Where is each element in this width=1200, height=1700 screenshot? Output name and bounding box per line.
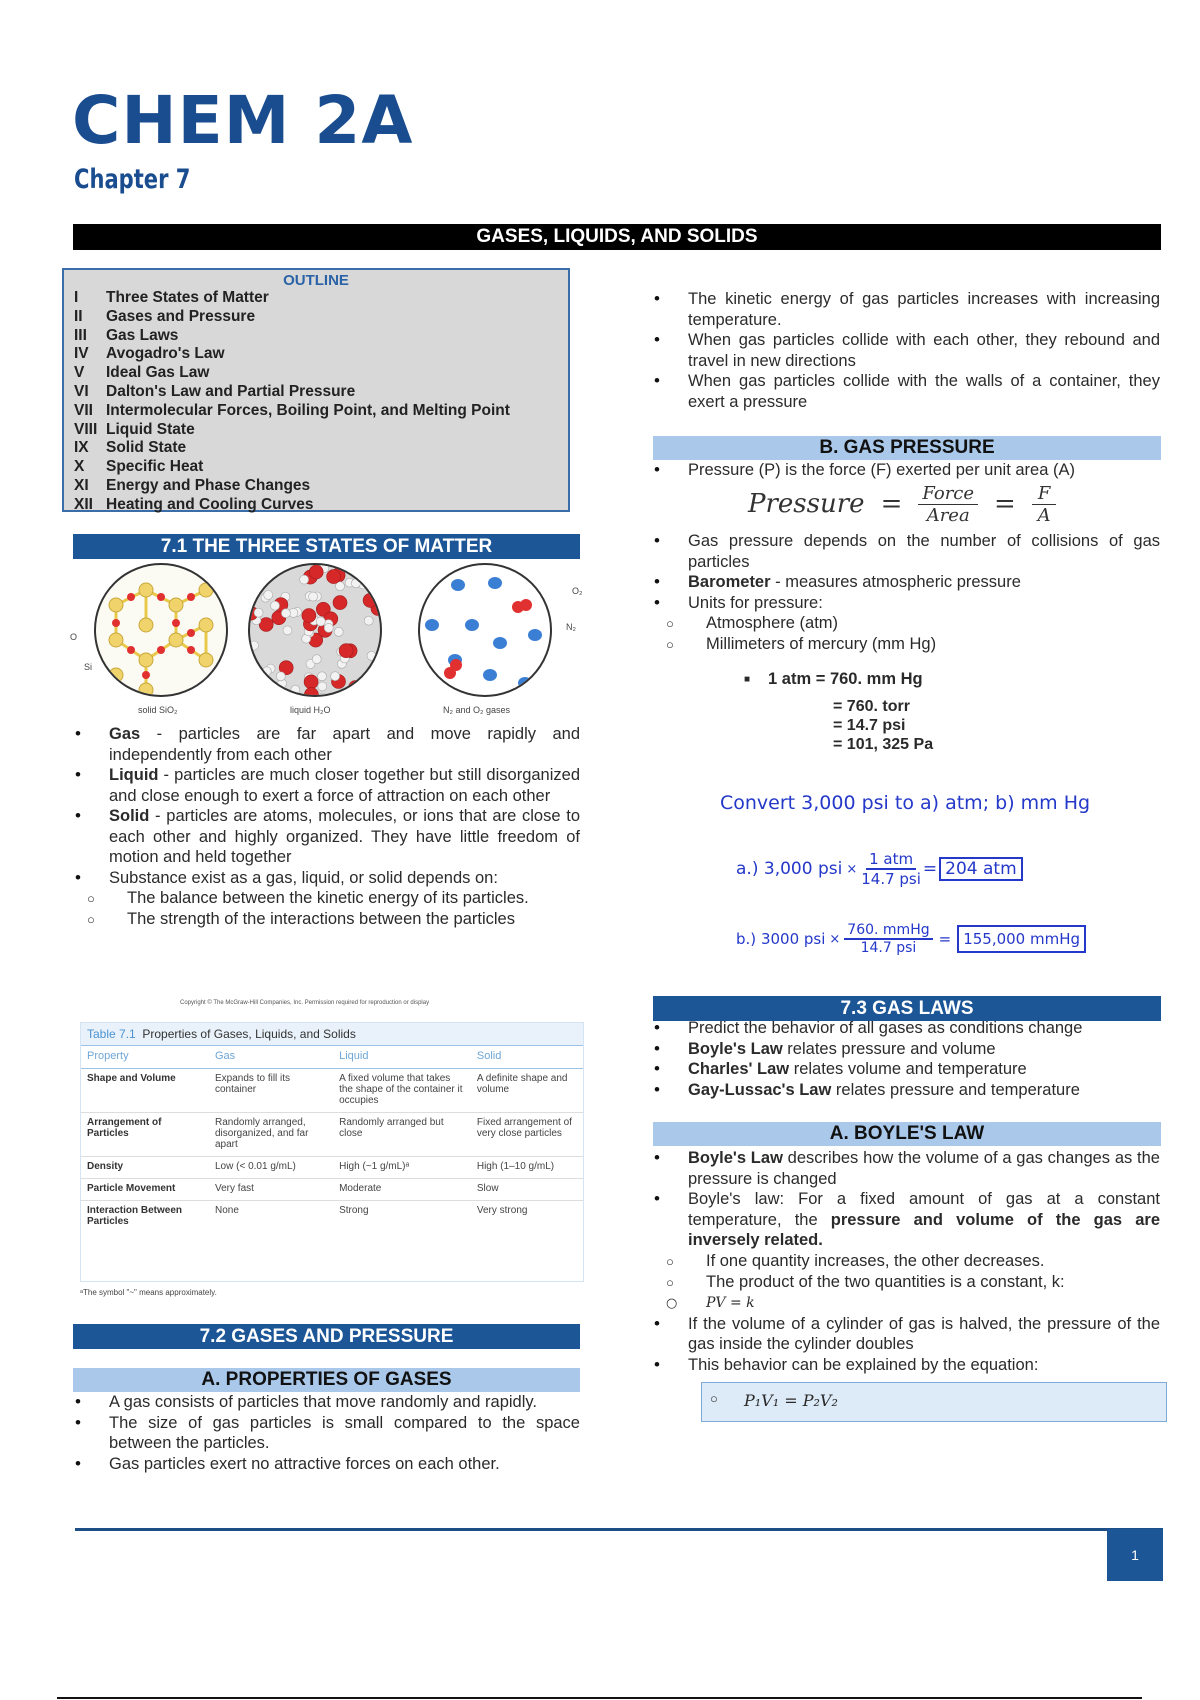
table-cell: Density [81, 1157, 209, 1179]
table-row [81, 1179, 583, 1201]
gas-n2-o2-illustration [418, 563, 552, 697]
page-number: 1 [1107, 1529, 1163, 1581]
list-item: • Liquid - particles are much closer together but still disorganized and close enough to exert a force of attraction on each other [73, 765, 580, 806]
table-header-cell: Solid [471, 1046, 583, 1069]
list-item: • Gas pressure depends on the number of collisions of gas particles [652, 531, 1160, 572]
boyle-equation: P₁V₁ = P₂V₂ [744, 1391, 838, 1410]
outline-item-label: Energy and Phase Changes [106, 476, 311, 494]
outline-item-number: IV [74, 345, 89, 363]
sub-list-item: ○ If one quantity increases, the other decreases. [652, 1251, 1160, 1272]
list-item: • Boyle's Law relates pressure and volume [652, 1039, 1160, 1060]
table-cell: Low (< 0.01 g/mL) [209, 1157, 333, 1179]
table-cell: Particle Movement [81, 1179, 209, 1201]
table-cell: A fixed volume that takes the shape of the container it occupies [333, 1069, 471, 1113]
properties-of-gases-header: A. PROPERTIES OF GASES [73, 1368, 580, 1392]
formula-fraction-1: Force Area [918, 483, 978, 526]
table-cell: Moderate [333, 1179, 471, 1201]
outline-item-number: VII [74, 401, 93, 419]
table-row [81, 1157, 583, 1179]
table-cell: Very strong [471, 1201, 583, 1234]
outline-item-label: Avogadro's Law [106, 345, 225, 363]
outline-item [64, 289, 568, 308]
bottom-rule [57, 1697, 1142, 1699]
outline-box [62, 268, 570, 512]
table-cell: Strong [333, 1201, 471, 1234]
section-7-1-body [73, 724, 580, 930]
o2-label: O₂ [572, 586, 583, 596]
answer-a: 204 atm [939, 857, 1023, 881]
solid-sio2-illustration [94, 563, 228, 697]
table-cell: Interaction Between Particles [81, 1201, 209, 1234]
table-cell: Very fast [209, 1179, 333, 1201]
list-item: • Units for pressure: [652, 593, 1160, 614]
section-7-2-header: 7.2 GASES AND PRESSURE [73, 1324, 580, 1349]
outline-item-number: XII [74, 495, 93, 513]
boyles-law-header: A. BOYLE'S LAW [653, 1122, 1161, 1146]
outline-heading: OUTLINE [283, 272, 349, 289]
handwritten-solution-a: a.) 3,000 psi × 1 atm 14.7 psi = 204 atm [736, 844, 1023, 894]
table-header-cell: Liquid [333, 1046, 471, 1069]
outline-item-label: Three States of Matter [106, 289, 269, 306]
sub-list-item: ○ Atmosphere (atm) [652, 613, 1160, 634]
list-item: • A gas consists of particles that move randomly and rapidly. [73, 1392, 580, 1413]
formula-fraction-2: $\frac{F}{A}$ [1032, 483, 1057, 526]
table-cell: Randomly arranged, disorganized, and far apart [209, 1113, 333, 1157]
table-cell: High (1–10 g/mL) [471, 1157, 583, 1179]
outline-item-label: Intermolecular Forces, Boiling Point, and Melting Point [106, 401, 510, 419]
table-cell: A definite shape and volume [471, 1069, 583, 1113]
outline-item-label: Specific Heat [106, 458, 204, 476]
gas-pressure-body [652, 531, 1160, 655]
bullet-circle-icon: ○ [710, 1391, 718, 1406]
list-item: • The size of gas particles is small compared to the space between the particles. [73, 1413, 580, 1454]
gas-pressure-header: B. GAS PRESSURE [653, 436, 1161, 460]
boyle-equation-box [701, 1382, 1167, 1422]
table-cell: Expands to fill its container [209, 1069, 333, 1113]
formula-equals-2: = [994, 489, 1016, 519]
list-item: • Gas particles exert no attractive forces on each other. [73, 1454, 580, 1475]
list-item: • This behavior can be explained by the equation: [652, 1355, 1160, 1376]
section-7-3-header: 7.3 GAS LAWS [653, 996, 1161, 1021]
list-item: • The kinetic energy of gas particles increases with increasing temperature. [652, 289, 1160, 330]
outline-item-number: VI [74, 382, 89, 400]
list-item: • When gas particles collide with the walls of a container, they exert a pressure [652, 371, 1160, 412]
outline-item [64, 364, 568, 383]
table-7-1 [80, 1022, 584, 1282]
handwritten-problem: Convert 3,000 psi to a) atm; b) mm Hg [720, 792, 1091, 814]
footer-rule [75, 1528, 1163, 1531]
table-footnote: ᵃThe symbol "~" means approximately. [80, 1288, 217, 1297]
sub-list-item: ○ PV = k [652, 1293, 1160, 1314]
list-item: • Boyle's Law describes how the volume of a gas changes as the pressure is changed [652, 1148, 1160, 1189]
table-row [81, 1201, 583, 1234]
solid-caption: solid SiO₂ [138, 705, 178, 715]
outline-item-number: XI [74, 476, 89, 494]
o-atom-label: O [70, 632, 78, 642]
outline-item [64, 308, 568, 327]
outline-item [64, 477, 568, 496]
outline-item-label: Gases and Pressure [106, 307, 256, 325]
conversion-1: ■ 1 atm = 760. mm Hg [744, 670, 923, 688]
outline-item [64, 383, 568, 402]
gas-caption: N₂ and O₂ gases [443, 705, 511, 715]
table-row [81, 1113, 583, 1157]
sub-list-item: ○ The product of the two quantities is a constant, k: [652, 1272, 1160, 1293]
outline-item-number: V [74, 364, 85, 382]
liquid-water-illustration [248, 563, 382, 697]
kinetic-bullets [652, 289, 1160, 412]
list-item: • If the volume of a cylinder of gas is halved, the pressure of the gas inside the cylinder doubles [652, 1314, 1160, 1355]
table-cell: None [209, 1201, 333, 1234]
outline-item-label: Gas Laws [106, 326, 179, 344]
outline-item-number: IX [74, 439, 89, 457]
outline-item-number: I [74, 289, 79, 306]
list-item: • Gay-Lussac's Law relates pressure and temperature [652, 1080, 1160, 1101]
outline-item-label: Liquid State [106, 420, 195, 438]
outline-list [64, 289, 568, 515]
outline-item [64, 402, 568, 421]
outline-item-number: III [74, 326, 87, 344]
table-cell: High (~1 g/mL)ᵃ [333, 1157, 471, 1179]
sub-list-item: ○ The strength of the interactions between the particles [73, 909, 580, 930]
course-title: CHEM 2A [72, 82, 414, 159]
outline-item-number: VIII [74, 420, 98, 438]
table-cell: Fixed arrangement of very close particles [471, 1113, 583, 1157]
si-atom-label: Si [84, 662, 93, 672]
list-item: • Pressure (P) is the force (F) exerted per unit area (A) [652, 460, 1160, 481]
outline-item-label: Ideal Gas Law [106, 364, 210, 382]
outline-item [64, 421, 568, 440]
list-item: • Substance exist as a gas, liquid, or solid depends on: [73, 868, 580, 889]
formula-lhs: Pressure [748, 489, 865, 519]
sub-list-item: ○ Millimeters of mercury (mm Hg) [652, 634, 1160, 655]
table-header-cell: Property [81, 1046, 209, 1069]
outline-item [64, 496, 568, 515]
list-item: • Boyle's law: For a fixed amount of gas at a constant temperature, the pressure and volume of the gas are inversely related. [652, 1189, 1160, 1251]
outline-item-number: II [74, 307, 83, 325]
liquid-caption: liquid H₂O [290, 705, 331, 715]
table-cell: Shape and Volume [81, 1069, 209, 1113]
list-item: • Gas - particles are far apart and move rapidly and independently from each other [73, 724, 580, 765]
list-item: • Charles' Law relates volume and temperature [652, 1059, 1160, 1080]
chapter-title: Chapter 7 [74, 164, 191, 195]
pressure-formula [748, 478, 1056, 530]
copyright-note: Copyright © The McGraw-Hill Companies, Inc. Permission required for reproduction or display [180, 1000, 430, 1006]
list-item: • Solid - particles are atoms, molecules, or ions that are close to each other and highly organized. They have little freedom of motion and held together [73, 806, 580, 868]
list-item: • Predict the behavior of all gases as conditions change [652, 1018, 1160, 1039]
section-7-1-header: 7.1 THE THREE STATES OF MATTER [73, 534, 580, 559]
list-item: • Barometer - measures atmospheric pressure [652, 572, 1160, 593]
outline-item [64, 345, 568, 364]
answer-b: 155,000 mmHg [957, 925, 1086, 953]
outline-item [64, 439, 568, 458]
sub-list-item: ○ The balance between the kinetic energy of its particles. [73, 888, 580, 909]
boyles-law-body [652, 1148, 1160, 1375]
outline-item [64, 327, 568, 346]
conversion-list: = 760. torr = 14.7 psi = 101, 325 Pa [833, 698, 934, 753]
topic-banner: GASES, LIQUIDS, AND SOLIDS [73, 224, 1161, 250]
table-row [81, 1069, 583, 1113]
table-cell: Slow [471, 1179, 583, 1201]
list-item: • When gas particles collide with each other, they rebound and travel in new directions [652, 330, 1160, 371]
n2-label: N₂ [566, 622, 576, 632]
outline-item-label: Heating and Cooling Curves [106, 495, 314, 513]
table-header-row [81, 1046, 583, 1069]
outline-item-label: Dalton's Law and Partial Pressure [106, 382, 356, 400]
table-cell: Arrangement of Particles [81, 1113, 209, 1157]
table-header-cell: Gas [209, 1046, 333, 1069]
properties-of-gases-body [73, 1392, 580, 1474]
table-cell: Randomly arranged but close [333, 1113, 471, 1157]
handwritten-solution-b: b.) 3000 psi × 760. mmHg 14.7 psi = 155,000 mmHg [736, 914, 1086, 964]
outline-item-label: Solid State [106, 439, 187, 457]
outline-item [64, 458, 568, 477]
table-title: Table 7.1 Properties of Gases, Liquids, and Solids [81, 1023, 583, 1045]
formula-equals: = [880, 489, 903, 519]
outline-item-number: X [74, 458, 85, 476]
gas-laws-body [652, 1018, 1160, 1100]
